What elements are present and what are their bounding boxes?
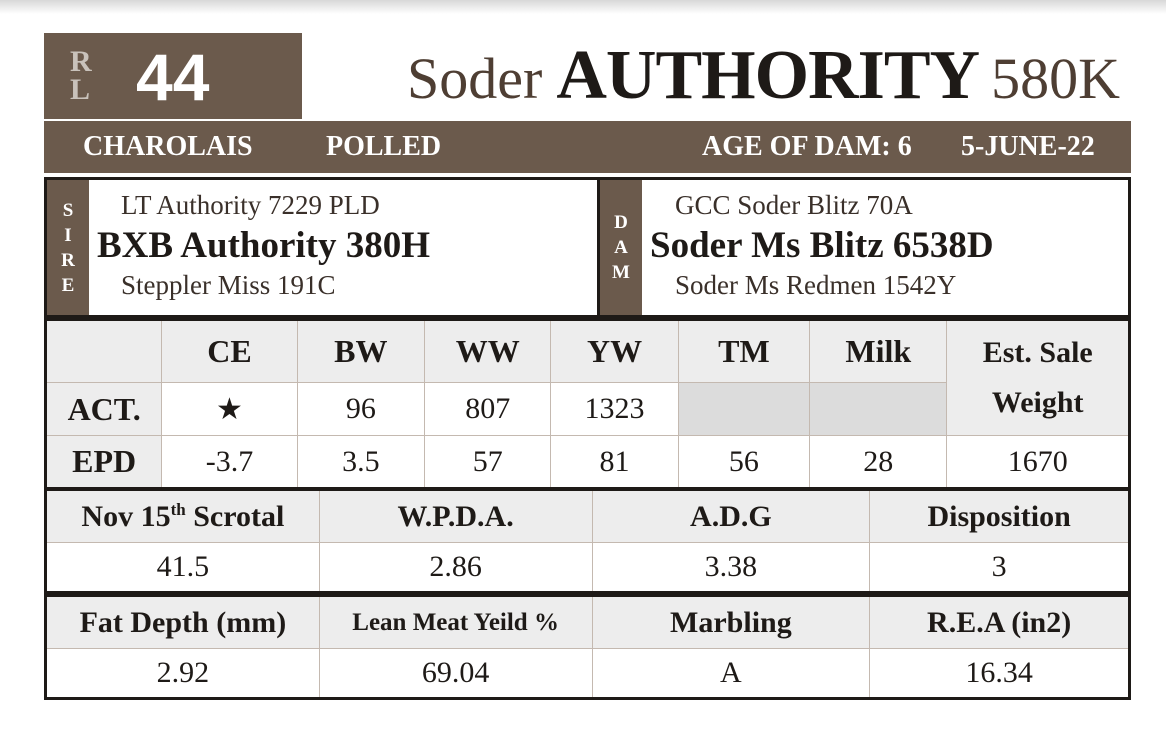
sire-tab-letter: S [62,199,74,221]
breed: CHAROLAIS [83,131,253,162]
act-milk [810,383,947,436]
info-bar [44,121,1131,173]
scrotal-label-pre: Nov 15 [81,499,171,533]
header-marbling: Marbling [592,596,870,649]
epd-ww: 57 [425,436,551,489]
logo-letter-r: R [70,45,92,78]
header-adg: A.D.G [592,490,870,543]
sire-top-line: LT Authority 7229 PLD [121,190,380,220]
age-of-dam: AGE OF DAM: 6 [702,131,912,162]
scrotal-label-sup: th [170,499,186,519]
epd-table [44,318,1131,490]
sire-name: BXB Authority 380H [97,225,431,266]
birth-date: 5-JUNE-22 [961,131,1095,162]
dam-tab-letter: A [614,237,628,258]
col-header-yw: YW [551,320,678,383]
scrotal-label-post: Scrotal [185,499,285,533]
dam-tab-letter: M [612,262,630,283]
est-label-line2: Weight [991,386,1084,419]
epd-yw: 81 [551,436,678,489]
header-scrotal [46,490,320,543]
dam-tab-letter: D [614,212,628,233]
value-marbling: A [592,649,870,699]
value-wpda: 2.86 [319,543,592,593]
sire-bottom-line: Steppler Miss 191C [121,270,336,300]
dam-tab [600,180,642,315]
act-ww: 807 [425,383,551,436]
stats-table-1 [44,488,1131,594]
col-header-est-sale-weight [947,320,1130,436]
polled-type: POLLED [326,131,442,162]
dam-name: Soder Ms Blitz 6538D [650,225,994,266]
col-header-bw: BW [297,320,424,383]
dam-bottom-line: Soder Ms Redmen 1542Y [675,270,957,300]
name-prefix: Soder [407,46,543,111]
stats-table-2 [44,594,1131,700]
row-label-act: ACT. [46,383,162,436]
header-fat-depth: Fat Depth (mm) [46,596,320,649]
header-rea: R.E.A (in2) [870,596,1130,649]
logo-letter-l: L [70,73,91,106]
act-yw: 1323 [551,383,678,436]
sire-tab-letter: R [61,249,75,271]
lot-box [44,33,302,119]
col-header-ww: WW [425,320,551,383]
name-suffix: 580K [991,46,1120,111]
col-header-milk: Milk [810,320,947,383]
animal-name [407,36,1120,118]
est-sale-weight-value: 1670 [947,436,1130,489]
value-adg: 3.38 [592,543,870,593]
lot-number: 44 [136,40,210,114]
rl-logo [68,47,104,107]
value-scrotal: 41.5 [46,543,320,593]
col-header-ce: CE [162,320,297,383]
row-label-epd: EPD [46,436,162,489]
epd-bw: 3.5 [297,436,424,489]
est-label-line1: Est. Sale [982,336,1093,369]
sire-tab-letter: E [61,274,75,296]
header-disposition: Disposition [870,490,1130,543]
epd-tm: 56 [678,436,809,489]
value-disposition: 3 [870,543,1130,593]
act-tm [678,383,809,436]
epd-milk: 28 [810,436,947,489]
header-wpda: W.P.D.A. [319,490,592,543]
header-lean-meat-yield: Lean Meat Yeild % [319,596,592,649]
act-bw: 96 [297,383,424,436]
sire-tab [47,180,89,315]
col-header-tm: TM [678,320,809,383]
epd-ce: -3.7 [162,436,297,489]
name-main: AUTHORITY [556,37,980,114]
value-lean-meat-yield: 69.04 [319,649,592,699]
epd-corner-cell [46,320,162,383]
sire-pedigree [44,177,599,318]
dam-top-line: GCC Soder Blitz 70A [675,190,913,220]
value-fat-depth: 2.92 [46,649,320,699]
sire-tab-letter: I [64,224,72,246]
act-ce-star-icon: ★ [162,383,297,436]
dam-pedigree [597,177,1131,318]
top-shade [0,0,1166,14]
value-rea: 16.34 [870,649,1130,699]
